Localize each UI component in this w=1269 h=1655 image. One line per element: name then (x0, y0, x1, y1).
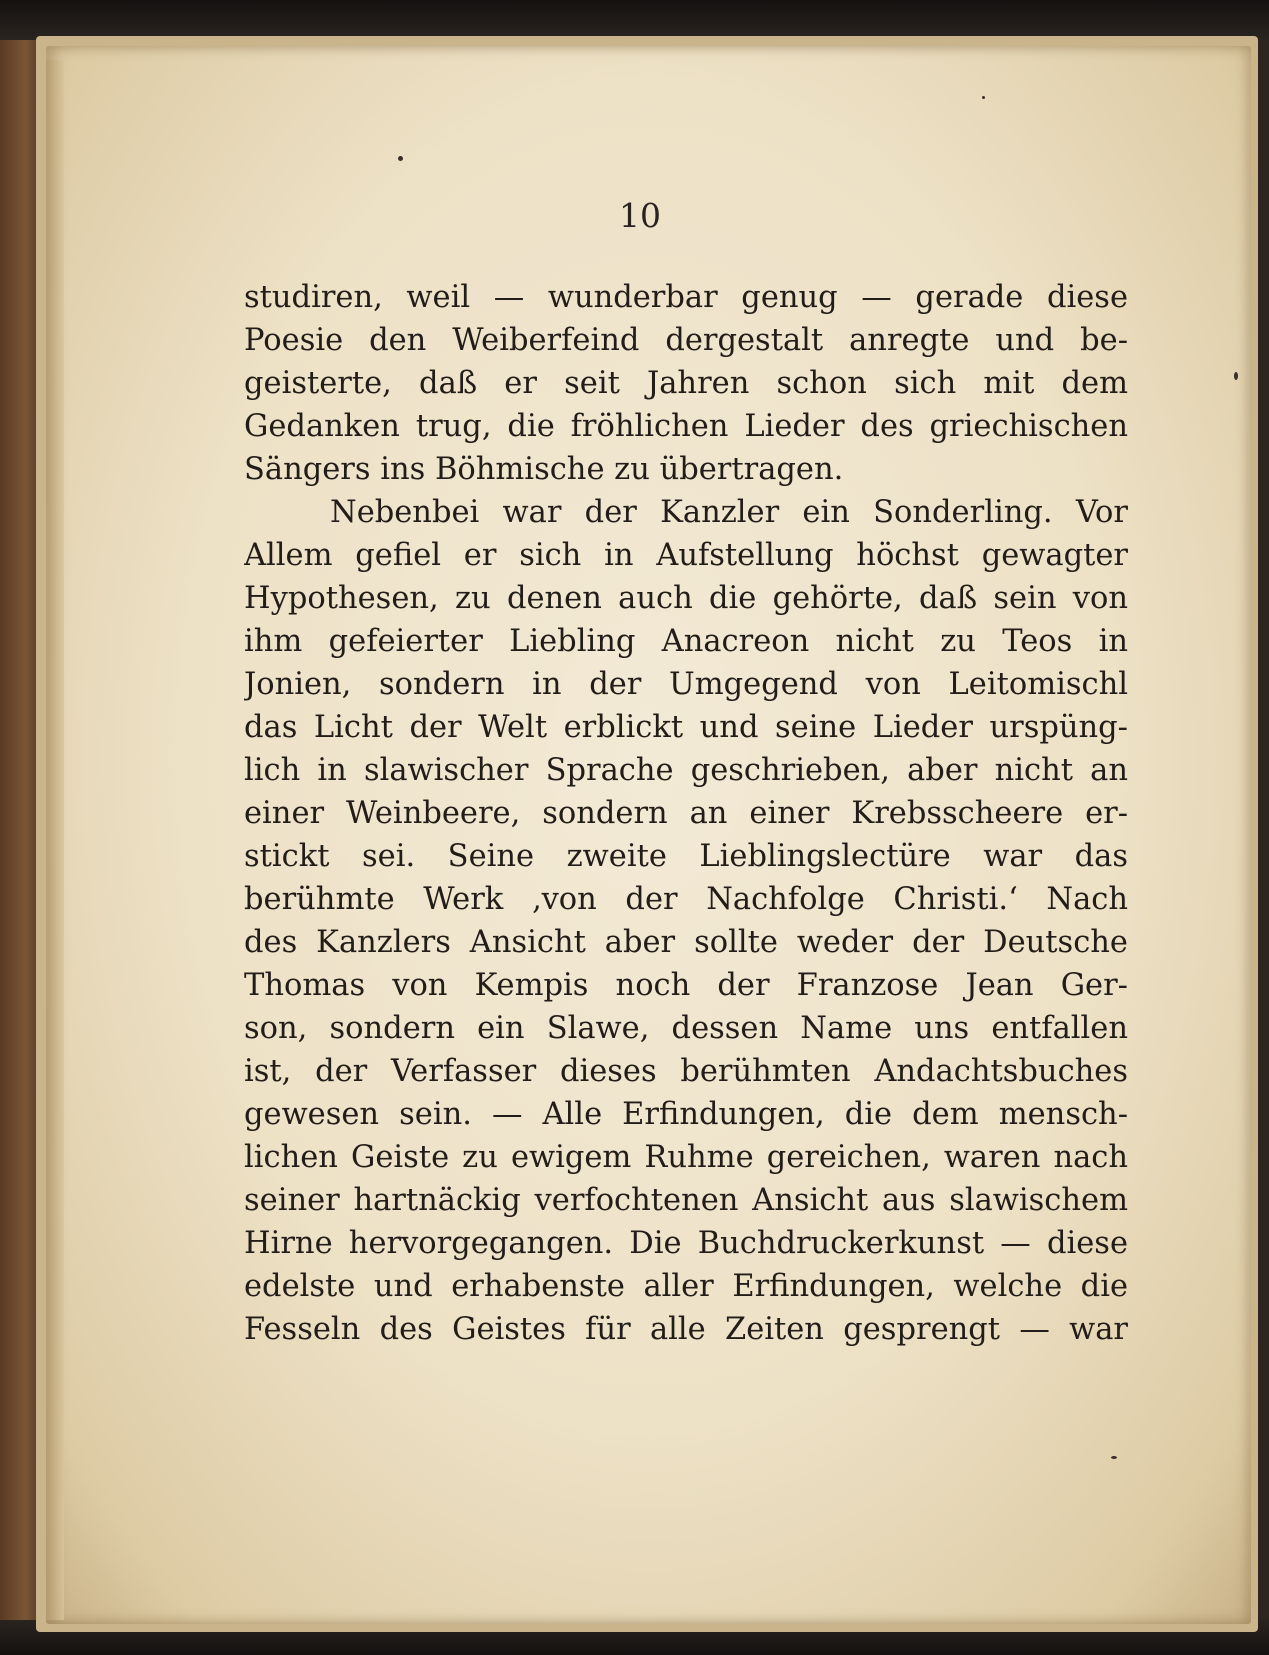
text-line: Sängers ins Böhmische zu übertragen. (244, 452, 844, 487)
text-line: son, sondern ein Slawe, dessen Name uns entfallen (244, 1011, 1128, 1046)
cover-top-edge (0, 0, 1269, 40)
text-line: Nebenbei war der Kanzler ein Sonderling. Vor (330, 495, 1128, 530)
text-line: ist, der Verfasser dieses berühmten Andachtsbuches (244, 1054, 1128, 1089)
text-line: Thomas von Kempis noch der Franzose Jean Ger- (244, 968, 1128, 1003)
text-line: des Kanzlers Ansicht aber sollte weder der Deutsche (244, 925, 1128, 960)
text-line: lichen Geiste zu ewigem Ruhme gereichen, waren nach (244, 1140, 1128, 1175)
text-line: Jonien, sondern in der Umgegend von Leitomischl (244, 667, 1128, 702)
text-line: das Licht der Welt erblickt und seine Lieder urspüng- (244, 710, 1128, 745)
text-line: Gedanken trug, die fröhlichen Lieder des griechischen (244, 409, 1128, 444)
text-line: gewesen sein. — Alle Erfindungen, die dem mensch- (244, 1097, 1128, 1132)
page-number: 10 (619, 196, 661, 235)
text-line: edelste und erhabenste aller Erfindungen, welche die (244, 1269, 1128, 1304)
text-line: studiren, weil — wunderbar genug — gerade diese (244, 280, 1128, 315)
text-line: berühmte Werk ‚von der Nachfolge Christi.‘ Nach (244, 882, 1128, 917)
text-line: seiner hartnäckig verfochtenen Ansicht aus slawischem (244, 1183, 1128, 1218)
text-line: lich in slawischer Sprache geschrieben, aber nicht an (244, 753, 1128, 788)
text-line: Hirne hervorgegangen. Die Buchdruckerkunst — diese (244, 1226, 1128, 1261)
text-line: Poesie den Weiberfeind dergestalt anregte und be- (244, 323, 1128, 358)
page-gutter-edge (46, 60, 64, 1620)
paper-speck (1234, 372, 1238, 380)
text-line: geisterte, daß er seit Jahren schon sich mit dem (244, 366, 1128, 401)
text-line: ihm gefeierter Liebling Anacreon nicht zu Teos in (244, 624, 1128, 659)
paper-speck (1111, 1456, 1117, 1459)
text-line: stickt sei. Seine zweite Lieblingslectüre war das (244, 839, 1128, 874)
paper-speck (982, 96, 985, 99)
text-line: einer Weinbeere, sondern an einer Krebsscheere er- (244, 796, 1128, 831)
text-line: Fesseln des Geistes für alle Zeiten gesprengt — war (244, 1312, 1128, 1347)
text-line: Allem gefiel er sich in Aufstellung höchst gewagter (244, 538, 1128, 573)
text-line: Hypothesen, zu denen auch die gehörte, daß sein von (244, 581, 1128, 616)
body-text (244, 276, 1128, 1351)
paper-speck (398, 156, 403, 161)
